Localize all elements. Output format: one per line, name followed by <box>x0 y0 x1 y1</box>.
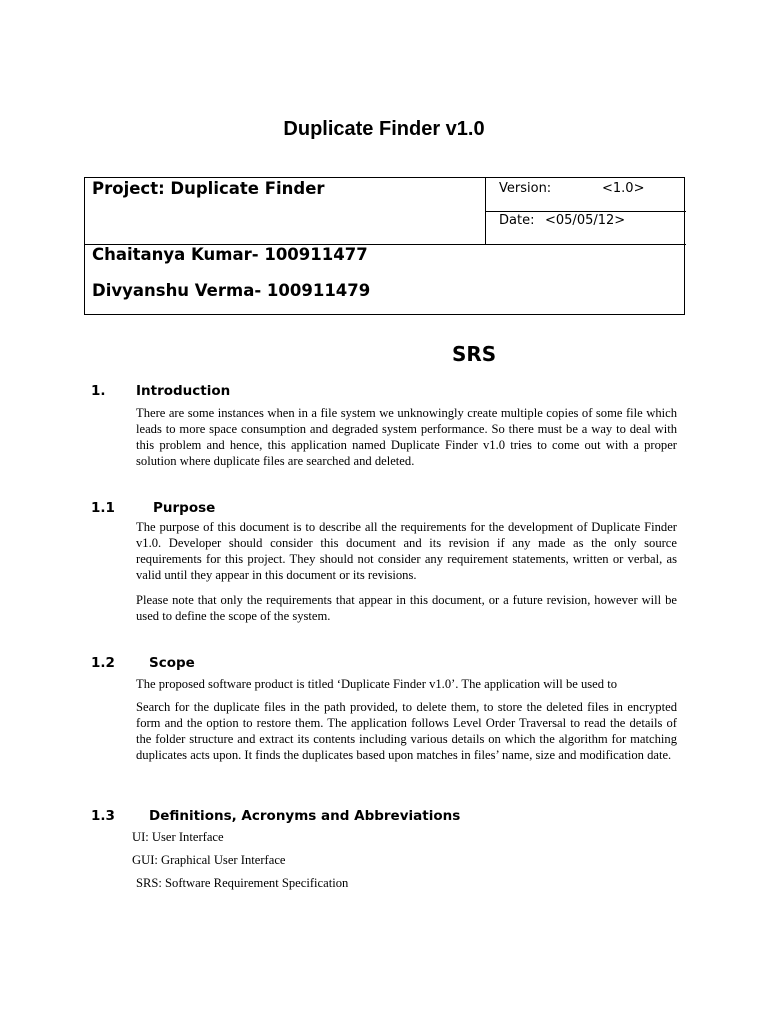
version-label: Version: <box>499 181 552 196</box>
definition-item: UI: User Interface <box>132 830 224 844</box>
purpose-paragraph-2: Please note that only the requirements that appear in this document, or a future revision, however will be used to define the scope of the system. <box>136 593 677 623</box>
purpose-paragraph-1: The purpose of this document is to describe all the requirements for the development of Duplicate Finder v1.0. Developer should consider this document and its revision if any made as the only source requirements for this project. They should not consider any requirement statements, written or verbal, as valid until they appear in this document or its revisions. <box>136 520 677 582</box>
version-value: <1.0> <box>602 181 645 196</box>
date-label: Date: <box>499 213 535 228</box>
section-number-intro: 1. <box>91 383 106 399</box>
section-title-definitions: Definitions, Acronyms and Abbreviations <box>149 808 461 824</box>
author-2: Divyanshu Verma- 100911479 <box>92 281 371 300</box>
author-1: Chaitanya Kumar- 100911477 <box>92 245 368 264</box>
intro-paragraph: There are some instances when in a file system we unknowingly create multiple copies of some file which leads to more space consumption and degraded system performance. So there must be a way to deal with this problem and hence, this application named Duplicate Finder v1.0 tries to come out with a proper solution where duplicate files are searched and deleted. <box>136 406 677 468</box>
section-number-purpose: 1.1 <box>91 500 115 516</box>
date-value: <05/05/12> <box>545 213 626 228</box>
definition-item: SRS: Software Requirement Specification <box>136 876 349 890</box>
scope-paragraph-1: The proposed software product is titled ‘Duplicate Finder v1.0’. The application will be used to <box>136 677 618 691</box>
section-title-intro: Introduction <box>136 383 231 399</box>
table-divider-right <box>485 211 686 212</box>
document-title: Duplicate Finder v1.0 <box>283 118 485 140</box>
section-number-scope: 1.2 <box>91 655 115 671</box>
scope-paragraph-2: Search for the duplicate files in the path provided, to delete them, to store the deleted files in encrypted form and the option to restore them. The application follows Level Order Traversal to read the details of the folder structure and extract its contents including various details on which the algorithm for matching duplicates acts upon. It finds the duplicates based upon matches in files’ name, size and modification date. <box>136 700 677 762</box>
definition-item: GUI: Graphical User Interface <box>132 853 286 867</box>
info-table <box>84 177 685 315</box>
project-name: Project: Duplicate Finder <box>92 179 325 198</box>
section-number-definitions: 1.3 <box>91 808 115 824</box>
srs-heading: SRS <box>452 342 497 366</box>
section-title-scope: Scope <box>149 655 195 671</box>
section-title-purpose: Purpose <box>153 500 216 516</box>
